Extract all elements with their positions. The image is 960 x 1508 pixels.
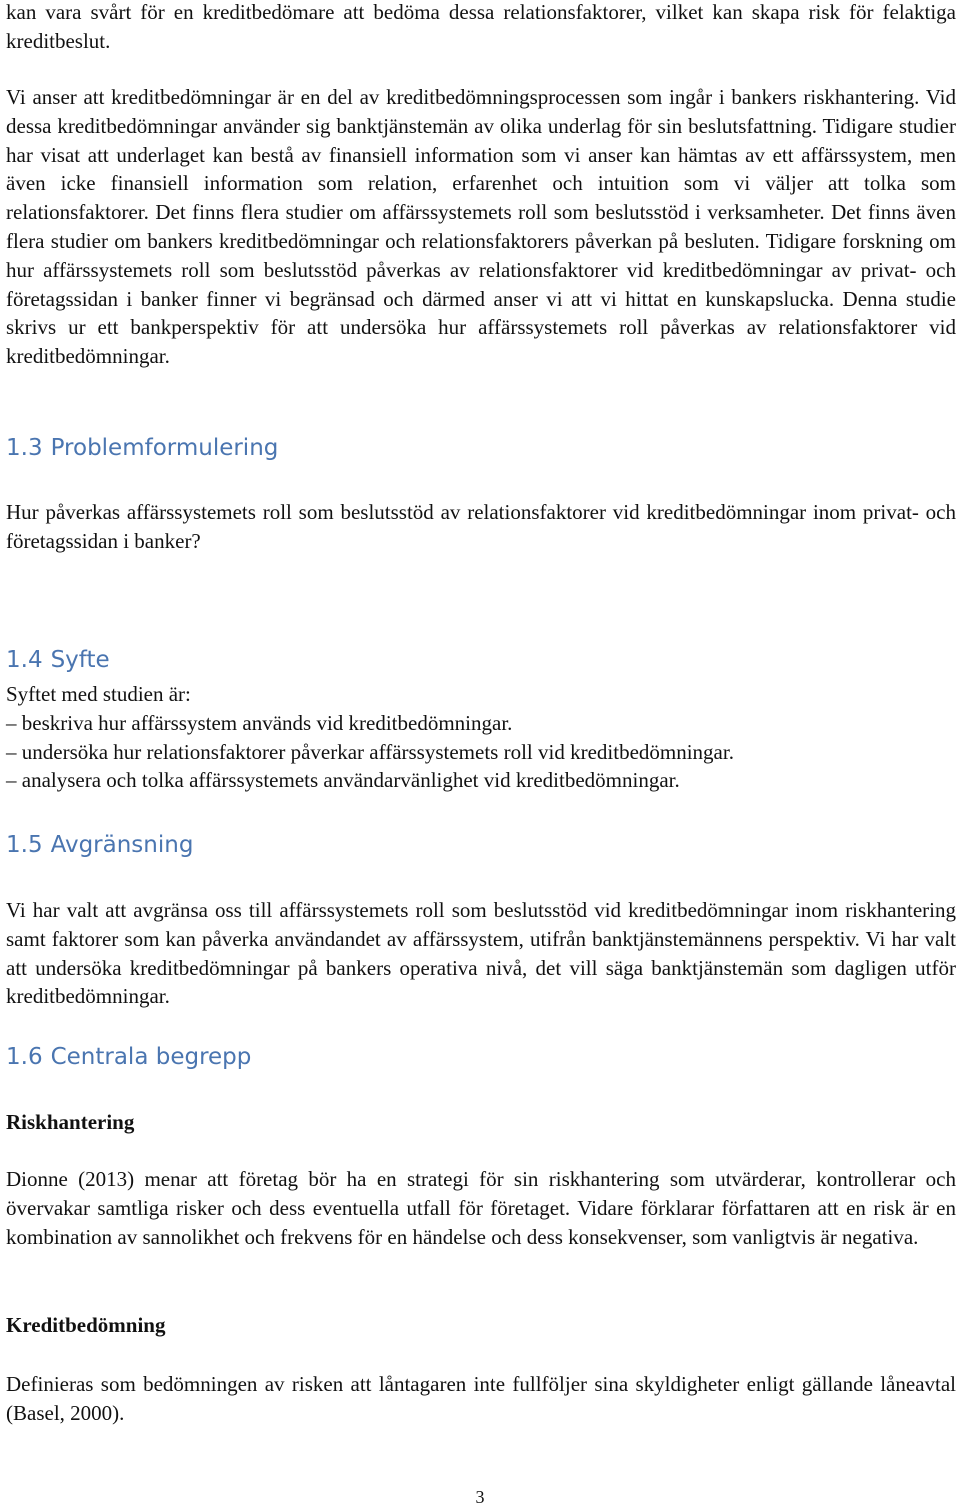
section-number: 1.3 — [6, 435, 43, 461]
section-title: Avgränsning — [50, 832, 194, 858]
section-number: 1.5 — [6, 832, 43, 858]
intro-paragraph-2: Vi anser att kreditbedömningar är en del av kreditbedömningsprocessen som ingår i bankers riskhantering. Vid dessa kreditbedömningar använder sig banktjänstemän av olika underlag för sin beslutsfattning. Tidigare studier har visat att underlaget kan bestå av finansiell information som vi anser kan hämtas av ett affärssystem, men även icke finansiell information som relation, erfarenhet och intuition som vi väljer att tolka som relationsfaktorer. Det finns flera studier om affärssystemets roll som beslutsstöd i verksamheter. Det finns även flera studier om bankers kreditbedömningar och relationsfaktorers påverkan på besluten. Tidigare forskning om hur affärssystemets roll som beslutsstöd påverkas av relationsfaktorer vid kreditbedömningar av privat- och företagssidan i banker finner vi begränsad och därmed anser vi att vi hittat en kunskapslucka. Denna studie skrivs ur ett bankperspektiv för att undersöka hur affärssystemets roll påverkas av relationsfaktorer vid kreditbedömningar. — [6, 85, 956, 369]
purpose-list — [6, 680, 956, 795]
term-definition-kreditbedomning: Definieras som bedömningen av risken att låntagaren inte fullföljer sina skyldigheter enligt gällande låneavtal (Basel, 2000). — [6, 1372, 956, 1425]
purpose-item: – undersöka hur relationsfaktorer påverkar affärssystemets roll vid kreditbedömningar. — [6, 739, 734, 764]
term-definition-riskhantering: Dionne (2013) menar att företag bör ha en strategi för sin riskhantering som utvärderar, kontrollerar och övervakar samtliga risker och dess eventuella utfall för företaget. Vidare förklarar författaren att en risk är en kombination av sannolikhet och frekvens för en händelse och dess konsekvenser, som vanligtvis är negativa. — [6, 1167, 956, 1249]
section-heading-1-6 — [6, 1042, 251, 1072]
term-heading-kreditbedomning: Kreditbedömning — [6, 1313, 166, 1337]
purpose-item: – beskriva hur affärssystem används vid kreditbedömningar. — [6, 710, 513, 735]
term-heading-riskhantering: Riskhantering — [6, 1110, 135, 1134]
section-title: Centrala begrepp — [50, 1044, 252, 1070]
section-heading-1-3 — [6, 433, 278, 463]
section-title: Problemformulering — [50, 435, 279, 461]
delimitation-paragraph: Vi har valt att avgränsa oss till affärssystemets roll som beslutsstöd vid kreditbedömningar inom riskhantering samt faktorer som kan påverka användandet av affärssystem, utifrån banktjänstemännens perspektiv. Vi har valt att undersöka kreditbedömningar på bankers operativa nivå, det vill säga banktjänstemän som dagligen utför kreditbedömningar. — [6, 898, 956, 1009]
page-number: 3 — [475, 1487, 485, 1507]
section-number: 1.6 — [6, 1044, 43, 1070]
section-number: 1.4 — [6, 647, 43, 673]
purpose-item: – analysera och tolka affärssystemets användarvänlighet vid kreditbedömningar. — [6, 768, 680, 793]
problem-statement: Hur påverkas affärssystemets roll som beslutsstöd av relationsfaktorer vid kreditbedömningar inom privat- och företagssidan i banker? — [6, 500, 956, 553]
section-title: Syfte — [50, 647, 110, 673]
intro-paragraph-1: kan vara svårt för en kreditbedömare att bedöma dessa relationsfaktorer, vilket kan skapa risk för felaktiga kreditbeslut. — [6, 0, 956, 53]
section-heading-1-4 — [6, 645, 110, 675]
purpose-lead: Syftet med studien är: — [6, 682, 191, 706]
section-heading-1-5 — [6, 830, 193, 860]
